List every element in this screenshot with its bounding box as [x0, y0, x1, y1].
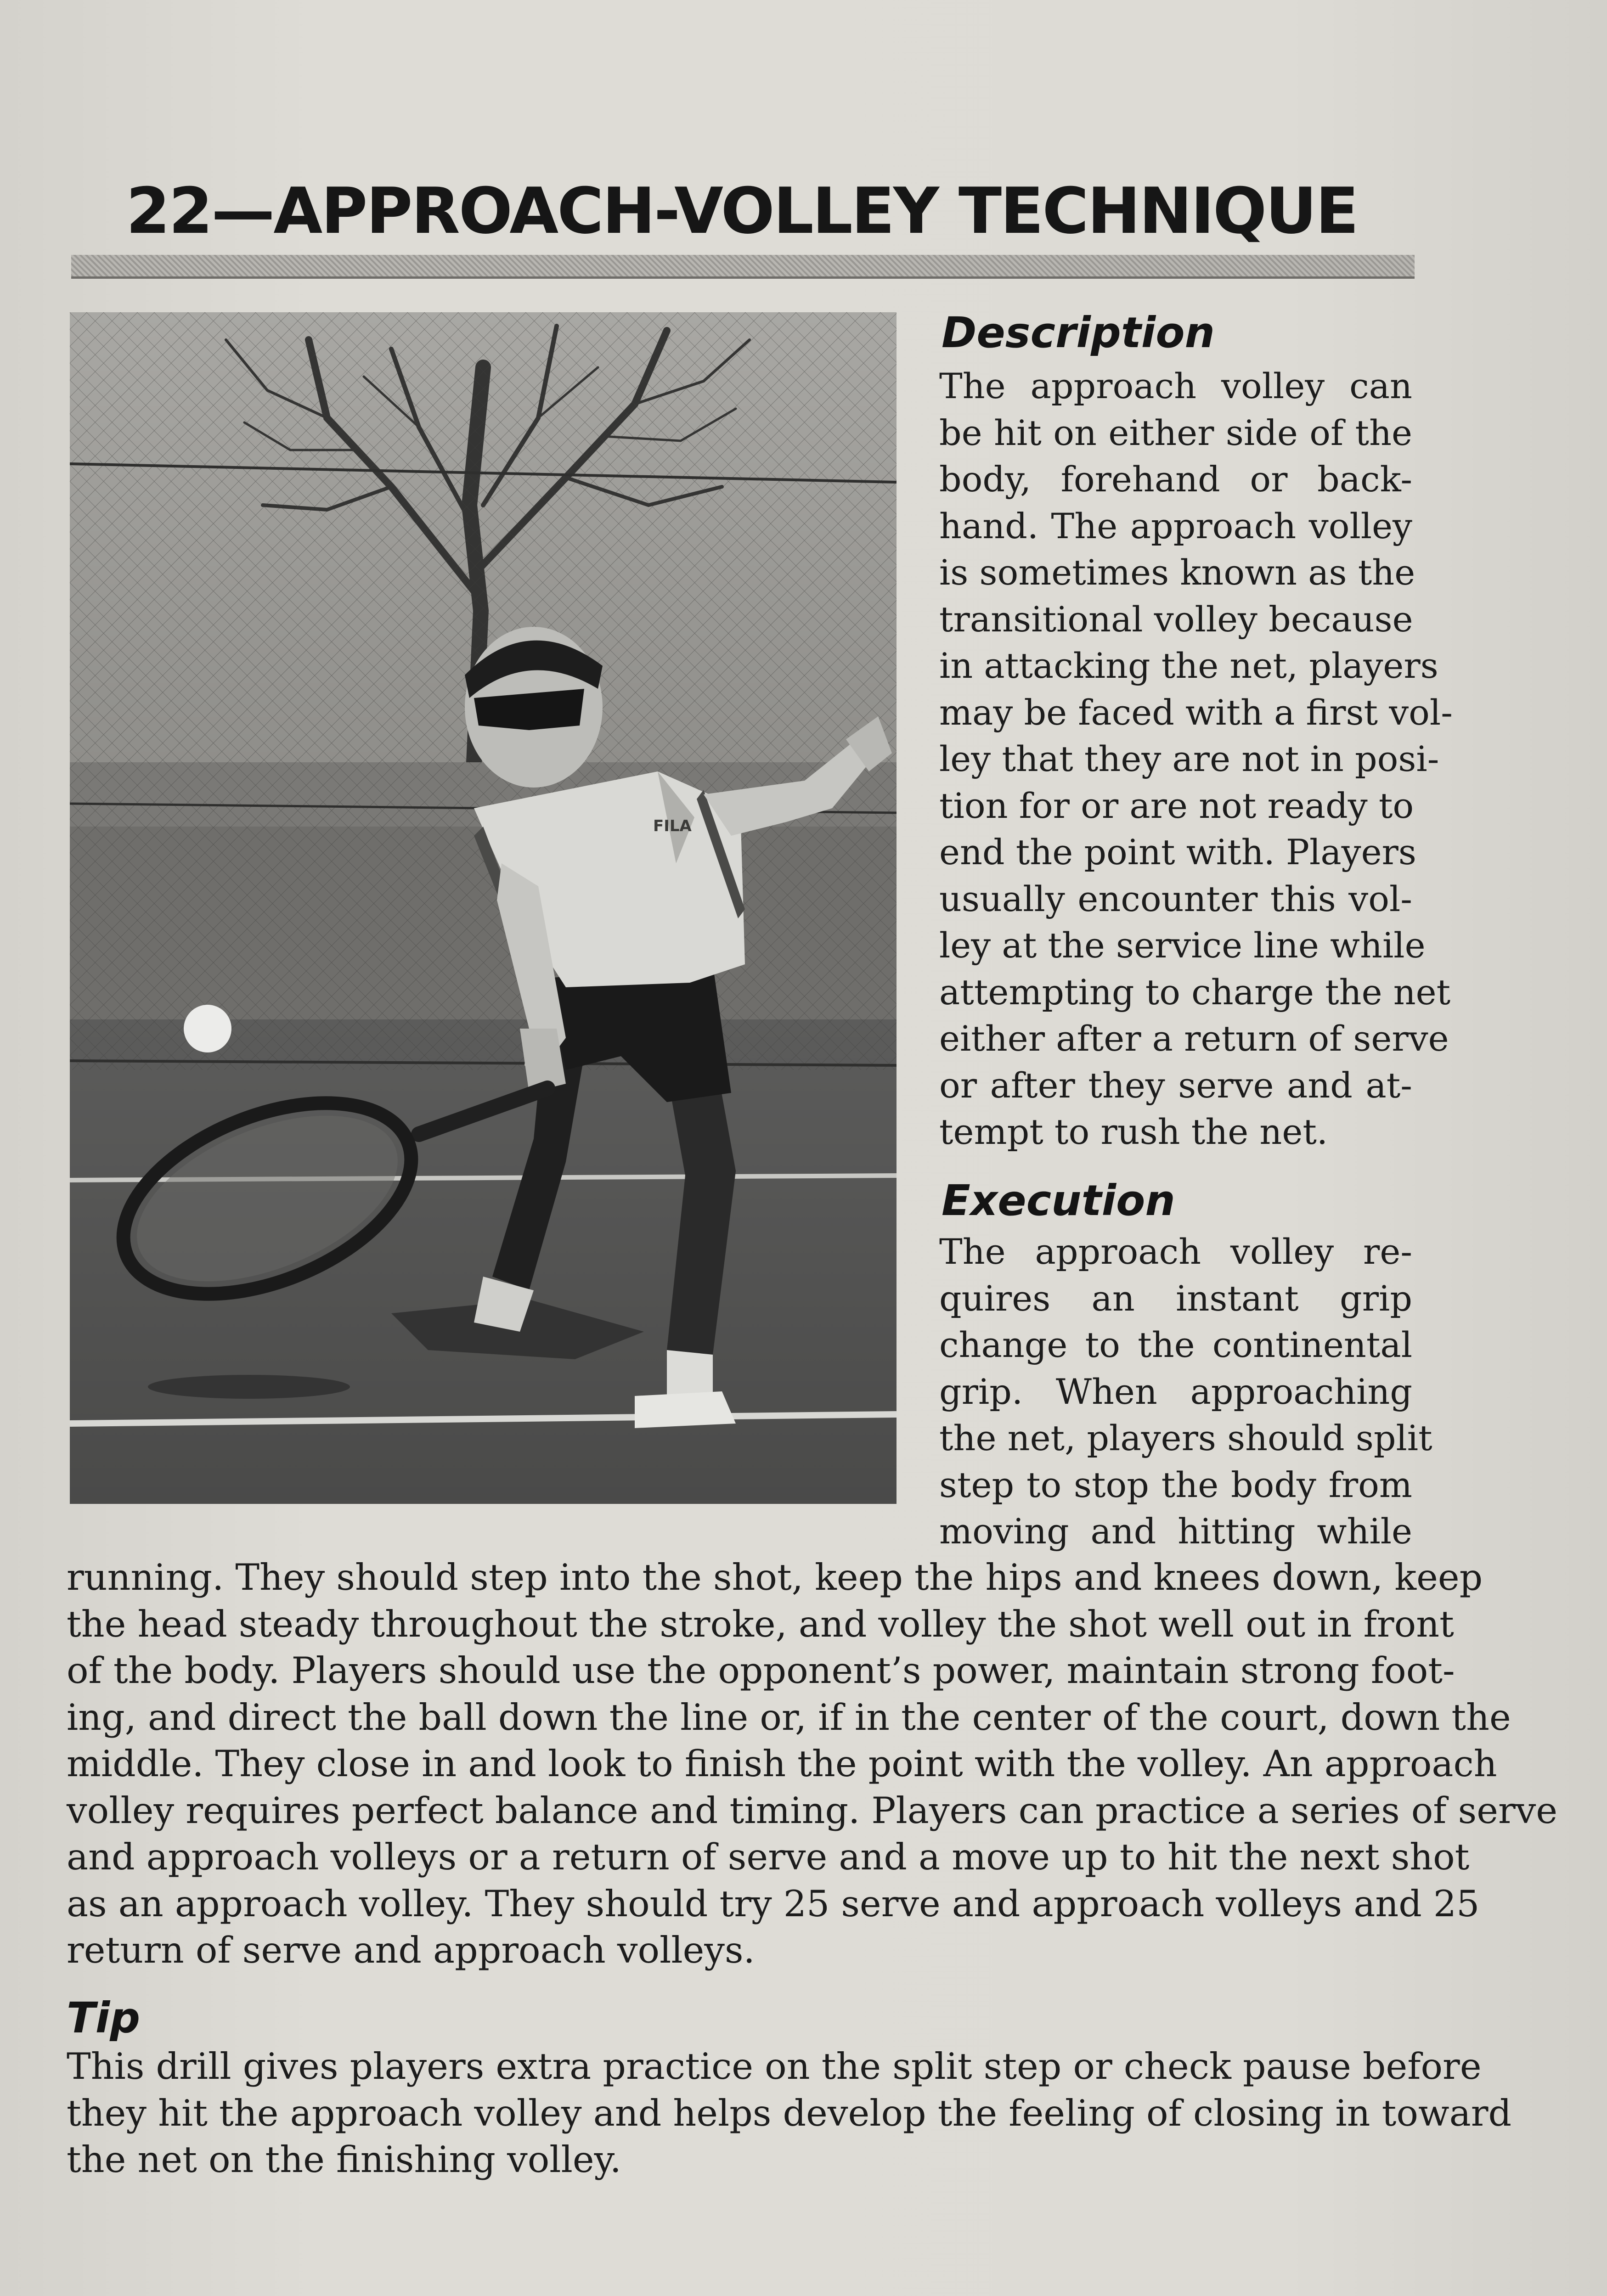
- text-line: ley at the service line while: [939, 925, 1426, 966]
- text-line: tempt to rush the net.: [939, 1111, 1328, 1152]
- text-line: body, forehand or back-: [939, 459, 1412, 500]
- text-line: grip. When approaching: [939, 1371, 1412, 1412]
- text-line: attempting to charge the net: [939, 971, 1451, 1013]
- execution-full-text: [67, 1554, 1558, 1974]
- text-line: as an approach volley. They should try 25 serve and approach volleys and 25: [67, 1882, 1480, 1925]
- description-text: [939, 363, 1453, 1155]
- text-line: quires an instant grip: [939, 1277, 1412, 1319]
- text-line: end the point with. Players: [939, 832, 1416, 872]
- player-photo: [70, 312, 897, 1504]
- tip-title: Tip: [67, 1993, 141, 2043]
- jersey-logo: FILA: [653, 817, 692, 835]
- tip-text: [67, 2043, 1512, 2183]
- text-line: or after they serve and at-: [939, 1064, 1412, 1106]
- text-line: The approach volley can: [939, 366, 1412, 406]
- text-line: is sometimes known as the: [939, 552, 1415, 593]
- text-line: running. They should step into the shot, keep the hips and knees down, keep: [67, 1556, 1483, 1598]
- text-line: they hit the approach volley and helps develop the feeling of closing in toward: [67, 2092, 1512, 2134]
- text-line: hand. The approach volley: [939, 505, 1412, 546]
- text-line: in attacking the net, players: [939, 645, 1438, 686]
- text-line: moving and hitting while: [939, 1511, 1412, 1552]
- text-line: return of serve and approach volleys.: [67, 1929, 755, 1971]
- text-line: usually encounter this vol-: [939, 878, 1412, 919]
- text-line: This drill gives players extra practice on the split step or check pause before: [67, 2045, 1482, 2088]
- text-line: The approach volley re-: [939, 1231, 1412, 1272]
- execution-title: Execution: [942, 1176, 1175, 1225]
- description-title: Description: [942, 308, 1215, 357]
- text-line: volley requires perfect balance and timing. Players can practice a series of serve: [67, 1789, 1558, 1832]
- text-line: change to the continental: [939, 1324, 1412, 1365]
- page-heading: 22—APPROACH-VOLLEY TECHNIQUE: [126, 174, 1358, 248]
- text-line: middle. They close in and look to finish the point with the volley. An approach: [67, 1743, 1497, 1785]
- text-line: step to stop the body from: [939, 1464, 1412, 1505]
- heading-rule: [71, 255, 1415, 279]
- text-line: and approach volleys or a return of serve and a move up to hit the next shot: [67, 1836, 1470, 1878]
- text-line: may be faced with a first vol-: [939, 692, 1453, 733]
- text-line: ing, and direct the ball down the line or, if in the center of the court, down the: [67, 1696, 1511, 1739]
- text-line: tion for or are not ready to: [939, 785, 1414, 826]
- text-line: either after a return of serve: [939, 1018, 1449, 1059]
- text-line: the net, players should split: [939, 1418, 1432, 1458]
- text-line: the net on the finishing volley.: [67, 2138, 621, 2181]
- text-line: be hit on either side of the: [939, 412, 1412, 453]
- tennis-ball: [184, 1005, 231, 1052]
- text-line: the head steady throughout the stroke, and volley the shot well out in front: [67, 1603, 1454, 1645]
- text-line: ley that they are not in posi-: [939, 738, 1439, 779]
- text-line: transitional volley because: [939, 598, 1413, 640]
- execution-column-text: [939, 1228, 1432, 1555]
- text-line: of the body. Players should use the opponent’s power, maintain strong foot-: [67, 1649, 1455, 1692]
